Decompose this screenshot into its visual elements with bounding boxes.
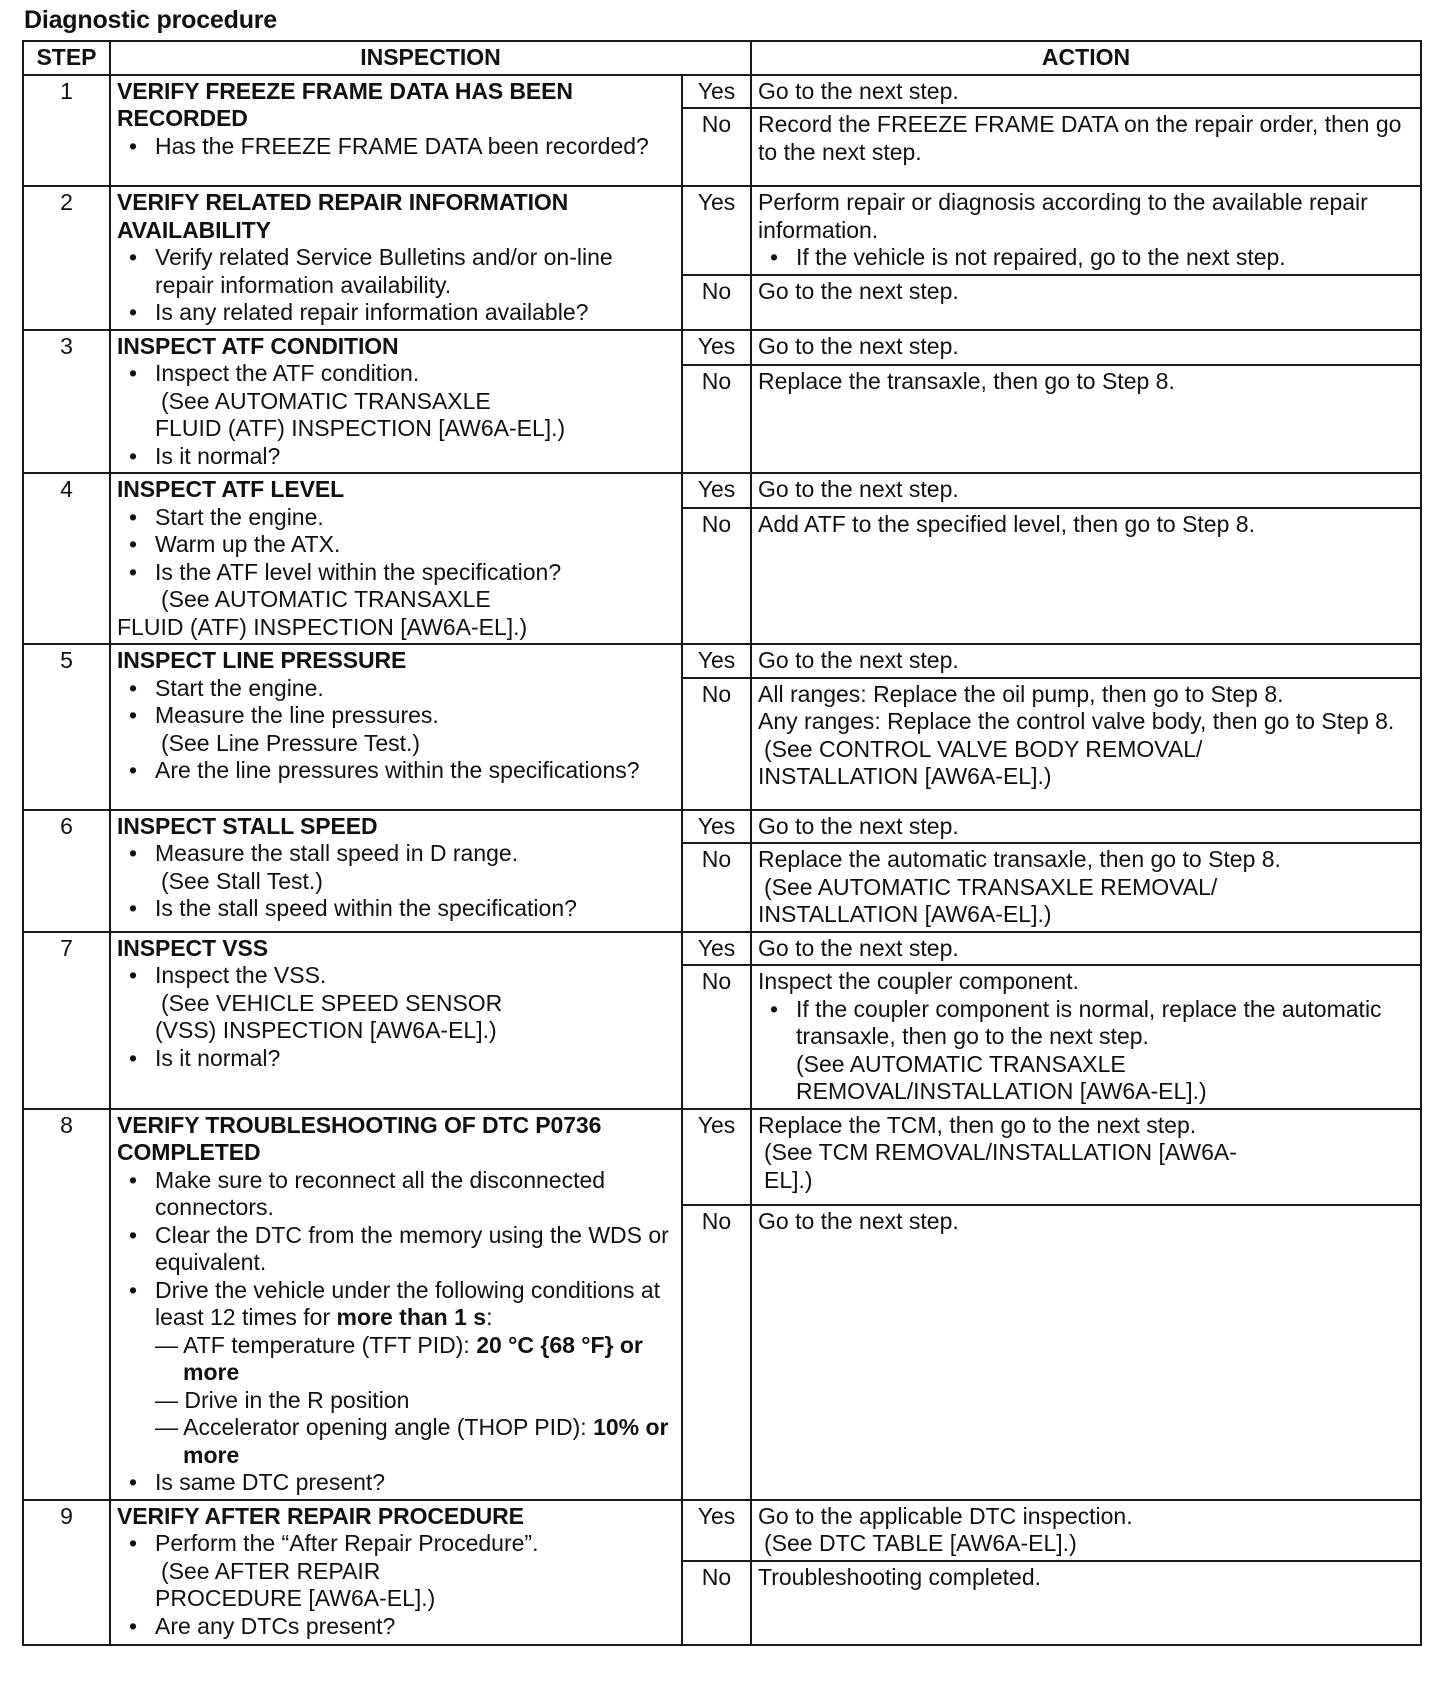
yes-action <box>751 1500 1421 1561</box>
reference-link[interactable]: INSTALLATION [AW6A-EL].) <box>758 763 1052 789</box>
inspection-title: INSPECT ATF LEVEL <box>117 476 345 502</box>
no-action: Go to the next step. <box>751 1205 1421 1499</box>
inspection-item <box>117 702 675 757</box>
yes-label: Yes <box>682 932 751 966</box>
reference-link[interactable]: (See DTC TABLE [AW6A-EL].) <box>764 1530 1077 1556</box>
table-row <box>23 330 1421 365</box>
inspection-title: INSPECT STALL SPEED <box>117 812 378 839</box>
inspection-item <box>117 840 675 895</box>
yes-label: Yes <box>682 473 751 508</box>
inspection-item <box>117 1277 675 1470</box>
yes-label: Yes <box>682 1500 751 1561</box>
no-action <box>751 678 1421 810</box>
inspection-title: VERIFY TROUBLESHOOTING OF DTC P0736 COMPLETED <box>117 1111 602 1165</box>
inspection-cell <box>110 1500 682 1645</box>
step-number: 1 <box>23 75 110 187</box>
no-label: No <box>682 965 751 1109</box>
diagnostic-table <box>22 40 1422 1646</box>
header-inspection: INSPECTION <box>110 41 751 75</box>
no-label: No <box>682 1561 751 1645</box>
inspection-item <box>117 360 675 443</box>
no-label: No <box>682 508 751 644</box>
reference-link[interactable]: PROCEDURE [AW6A-EL].) <box>155 1585 436 1611</box>
no-label: No <box>682 1205 751 1499</box>
reference-link[interactable]: (VSS) INSPECTION [AW6A-EL].) <box>155 1017 497 1043</box>
no-label: No <box>682 108 751 186</box>
inspection-item: • Clear the DTC from the memory using the WDS or equivalent. <box>117 1222 675 1277</box>
reference-link[interactable]: (See VEHICLE SPEED SENSOR <box>161 989 503 1016</box>
condition-line: — ATF temperature (TFT PID): 20 °C {68 °F} or more <box>155 1331 643 1385</box>
step-number: 5 <box>23 644 110 810</box>
no-action: Record the FREEZE FRAME DATA on the repair order, then go to the next step. <box>751 108 1421 186</box>
header-row <box>23 41 1421 75</box>
yes-label: Yes <box>682 1109 751 1206</box>
inspection-item: • Are the line pressures within the specifications? <box>117 757 675 785</box>
inspection-item: • Is it normal? <box>117 1045 675 1073</box>
item-text: Drive the vehicle under the following conditions at least 12 times for <box>155 1276 661 1330</box>
no-action-bullet <box>758 996 1414 1106</box>
inspection-item: • Is same DTC present? <box>117 1469 675 1497</box>
step-number: 6 <box>23 810 110 932</box>
inspection-cell <box>110 644 682 810</box>
item-text: Perform the “After Repair Procedure”. <box>155 1530 539 1556</box>
inspection-item: • Make sure to reconnect all the disconnected connectors. <box>117 1167 675 1222</box>
no-action: Add ATF to the specified level, then go to Step 8. <box>751 508 1421 644</box>
yes-action-bullet: • If the vehicle is not repaired, go to the next step. <box>758 244 1414 272</box>
item-text: : <box>486 1304 493 1330</box>
item-text: Inspect the VSS. <box>155 962 327 988</box>
table-row <box>23 1500 1421 1561</box>
table-row <box>23 644 1421 678</box>
no-action-line: Replace the automatic transaxle, then go to Step 8. <box>758 846 1281 872</box>
inspection-title: INSPECT ATF CONDITION <box>117 332 399 359</box>
inspection-cell <box>110 932 682 1109</box>
no-action-line: Any ranges: Replace the control valve body, then go to Step 8. <box>758 708 1395 734</box>
inspection-cell <box>110 810 682 932</box>
step-number: 7 <box>23 932 110 1109</box>
inspection-item <box>117 962 675 1045</box>
yes-action <box>751 1109 1421 1206</box>
inspection-title: VERIFY AFTER REPAIR PROCEDURE <box>117 1502 524 1529</box>
no-label: No <box>682 365 751 473</box>
table-row <box>23 932 1421 966</box>
inspection-item: • Are any DTCs present? <box>117 1613 675 1641</box>
no-action: Go to the next step. <box>751 275 1421 329</box>
inspection-item: • Verify related Service Bulletins and/or on-line repair information availability. <box>117 244 675 299</box>
step-number: 3 <box>23 330 110 474</box>
inspection-cell <box>110 75 682 187</box>
yes-action-text: Replace the TCM, then go to the next step. <box>758 1111 1197 1138</box>
yes-label: Yes <box>682 75 751 109</box>
inspection-item <box>117 1530 675 1613</box>
condition-line: — Drive in the R position <box>155 1386 410 1413</box>
inspection-cell <box>110 473 682 644</box>
inspection-title: INSPECT VSS <box>117 934 268 961</box>
yes-action: Go to the next step. <box>751 810 1421 844</box>
yes-action: Go to the next step. <box>751 75 1421 109</box>
inspection-title: VERIFY RELATED REPAIR INFORMATION AVAILABILITY <box>117 189 569 243</box>
item-text: Measure the line pressures. <box>155 702 439 728</box>
inspection-item: • Has the FREEZE FRAME DATA been recorded? <box>117 133 675 161</box>
table-row <box>23 75 1421 109</box>
inspection-item: • Start the engine. <box>117 675 675 703</box>
reference-link[interactable]: (See Line Pressure Test.) <box>161 729 421 756</box>
reference-link[interactable]: (See AUTOMATIC TRANSAXLE <box>796 1050 1126 1077</box>
header-action: ACTION <box>751 41 1421 75</box>
table-row <box>23 473 1421 508</box>
inspection-title: VERIFY FREEZE FRAME DATA HAS BEEN RECORDED <box>117 77 573 131</box>
yes-label: Yes <box>682 330 751 365</box>
header-step: STEP <box>23 41 110 75</box>
reference-link[interactable]: FLUID (ATF) INSPECTION [AW6A-EL].) <box>155 415 566 441</box>
reference-link[interactable]: (See AUTOMATIC TRANSAXLE <box>161 586 491 612</box>
reference-link[interactable]: REMOVAL/INSTALLATION [AW6A-EL].) <box>796 1078 1207 1104</box>
reference-link[interactable]: (See AFTER REPAIR <box>161 1557 381 1584</box>
yes-label: Yes <box>682 810 751 844</box>
inspection-item: • Is the stall speed within the specification? <box>117 895 675 923</box>
step-number: 8 <box>23 1109 110 1500</box>
page-title: Diagnostic procedure <box>24 6 277 34</box>
table-row <box>23 810 1421 844</box>
yes-action: Go to the next step. <box>751 644 1421 678</box>
inspection-title: INSPECT LINE PRESSURE <box>117 647 407 673</box>
no-action <box>751 965 1421 1109</box>
step-number: 2 <box>23 186 110 330</box>
no-action-line: Inspect the coupler component. <box>758 968 1079 994</box>
table-row <box>23 1109 1421 1206</box>
no-label: No <box>682 275 751 329</box>
condition-line: — Accelerator opening angle (THOP PID): 10% or more <box>155 1414 669 1468</box>
yes-action-text: Perform repair or diagnosis according to the available repair information. <box>758 189 1368 243</box>
yes-action: Go to the next step. <box>751 473 1421 508</box>
yes-action: Go to the next step. <box>751 330 1421 365</box>
no-action-line: All ranges: Replace the oil pump, then go to Step 8. <box>758 680 1284 707</box>
yes-label: Yes <box>682 644 751 678</box>
inspection-item: • Is any related repair information available? <box>117 299 675 327</box>
no-action <box>751 843 1421 932</box>
yes-label: Yes <box>682 186 751 275</box>
inspection-cell <box>110 1109 682 1500</box>
reference-link[interactable]: (See AUTOMATIC TRANSAXLE REMOVAL/ <box>764 873 1218 900</box>
inspection-item <box>117 559 675 642</box>
reference-link[interactable]: FLUID (ATF) INSPECTION [AW6A-EL].) <box>117 613 528 640</box>
inspection-item: • Is it normal? <box>117 443 675 471</box>
no-label: No <box>682 678 751 810</box>
step-number: 9 <box>23 1500 110 1645</box>
item-text: Is the ATF level within the specification? <box>155 558 562 585</box>
item-text-bold: more than 1 s <box>336 1304 487 1330</box>
inspection-item: • Start the engine. <box>117 504 675 532</box>
bullet-text: If the coupler component is normal, replace the automatic transaxle, then go to the next step. <box>796 995 1382 1049</box>
table-row <box>23 186 1421 275</box>
inspection-cell <box>110 186 682 330</box>
reference-link[interactable]: (See CONTROL VALVE BODY REMOVAL/ <box>764 735 1203 762</box>
reference-link[interactable]: (See Stall Test.) <box>161 867 323 894</box>
no-action: Troubleshooting completed. <box>751 1561 1421 1645</box>
yes-action-text: Go to the applicable DTC inspection. <box>758 1502 1133 1529</box>
reference-link[interactable]: (See TCM REMOVAL/INSTALLATION [AW6A-EL].) <box>764 1139 1237 1193</box>
item-text: Measure the stall speed in D range. <box>155 840 519 866</box>
item-text: Inspect the ATF condition. <box>155 360 420 386</box>
reference-link[interactable]: (See AUTOMATIC TRANSAXLE <box>161 387 491 414</box>
yes-action <box>751 186 1421 275</box>
yes-action: Go to the next step. <box>751 932 1421 966</box>
reference-link[interactable]: INSTALLATION [AW6A-EL].) <box>758 901 1052 927</box>
step-number: 4 <box>23 473 110 644</box>
no-label: No <box>682 843 751 932</box>
inspection-item: • Warm up the ATX. <box>117 531 675 559</box>
inspection-cell <box>110 330 682 474</box>
no-action: Replace the transaxle, then go to Step 8. <box>751 365 1421 473</box>
